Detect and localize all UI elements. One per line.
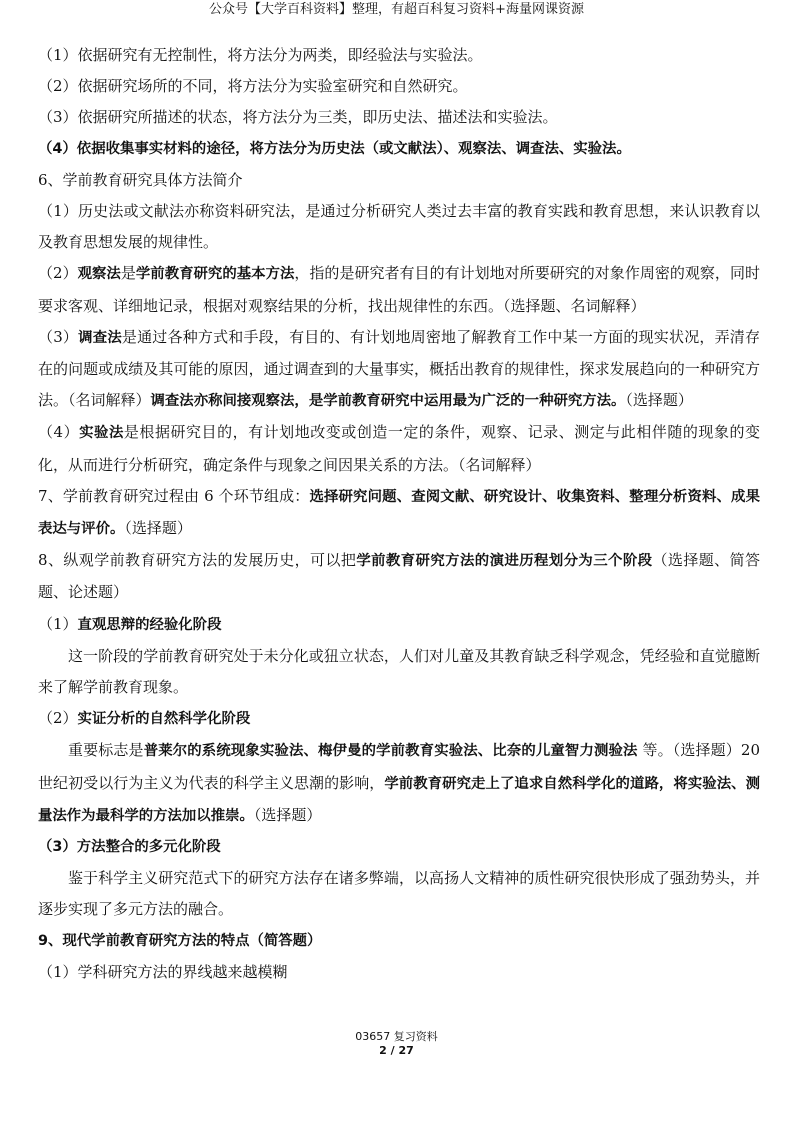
paragraph	[38, 417, 760, 480]
text: （选择题）	[124, 519, 192, 538]
text: （选择题）	[253, 805, 322, 824]
text: 7、学前教育研究过程由 6 个环节组成：	[38, 486, 310, 505]
term: 实验法	[79, 425, 124, 442]
list-item: （1）依据研究有无控制性，将方法分为两类，即经验法与实验法。	[38, 46, 483, 64]
page-header: 公众号【大学百科资料】整理，有超百科复习资料+海量网课资源	[209, 2, 584, 17]
key-point: 选择研究问题、查阅文献、研究设计、收集资料、整理分析资料、成果表达与评价。	[38, 488, 760, 538]
list-item: （1）学科研究方法的界线越来越模糊	[38, 962, 288, 981]
list-item: （2）依据研究场所的不同，将方法分为实验室研究和自然研究。	[38, 77, 468, 96]
paragraph: 鉴于科学主义研究范式下的研究方法存在诸多弊端，以高扬人文精神的质性研究很快形成了强劲势头，并逐步实现了多元方法的融合。	[38, 869, 760, 919]
paragraph: （1）历史法或文献法亦称资料研究法，是通过分析研究人类过去丰富的教育实践和教育思想，来认识教育以及教育思想发展的规律性。	[38, 202, 760, 252]
text: 8、纵观学前教育研究方法的发展历史，可以把	[38, 551, 357, 570]
page-footer	[0, 1030, 793, 1058]
list-item: （3）依据研究所描述的状态，将方法分为三类，即历史法、描述法和实验法。	[38, 108, 558, 127]
text: ，指的是研究者有目的有计划地对所要研究的对象作周密的观察，同时要求客观、详细地记录，根据对观察结果的分析，找出规律性的东西。（选择题、名词解释）	[38, 264, 760, 315]
paragraph	[38, 322, 760, 418]
footer-course: 03657 复习资料	[355, 1030, 438, 1043]
section-heading: 6、学前教育研究具体方法简介	[38, 170, 243, 189]
subheading	[38, 703, 760, 735]
paragraph	[38, 481, 760, 545]
document-body	[38, 40, 760, 988]
item-text: 依据收集事实材料的途径，将方法分为历史法（或文献法）、观察法、调查法、实验法。	[76, 140, 631, 157]
text: 是根据研究目的，有计划地改变或创造一定的条件，观察、记录、测定与此相伴随的现象的变化，从而进行分析研究，确定条件与现象之间因果关系的方法。（名词解释）	[38, 423, 760, 474]
text: 重要标志是	[68, 741, 144, 760]
item-number: （1）	[38, 614, 78, 633]
item-number: （2）	[38, 264, 78, 283]
key-point: 学前教育研究走上了追求自然科学化的道路，将实验法、测量法作为最科学的方法加以推崇。	[38, 775, 760, 824]
text: 是通过各种方式和手段，有目的、有计划地周密地了解教育工作中某一方面的现实状况，弄清存在的问题或成绩及其可能的原因，通过调查到的大量事实，概括出教育的规律性，探求发展趋向的一种研究方法。（名词解释）	[38, 327, 760, 410]
item-number: （3）	[38, 327, 79, 346]
subheading-text: 实证分析的自然科学化阶段	[77, 711, 251, 728]
text: （选择题）	[625, 391, 693, 410]
paragraph	[38, 258, 760, 321]
key-point: 学前教育研究方法的演进历程划分为三个阶段	[356, 553, 653, 570]
paragraph: 这一阶段的学前教育研究处于未分化或狃立状态，人们对儿童及其教育缺乏科学观念，凭经验和直觉臆断来了解学前教育现象。	[38, 646, 760, 697]
item-number: （4）	[38, 423, 80, 442]
list-item	[38, 134, 760, 165]
term: 调查法	[78, 329, 122, 346]
section-heading: 9、现代学前教育研究方法的特点（简答题）	[38, 932, 322, 949]
item-number: （2）	[38, 709, 78, 728]
subheading: （3）方法整合的多元化阶段	[38, 839, 221, 856]
text: 是	[120, 264, 136, 283]
text: 等。（选择题）20 世纪初受以行为主义为代表的科学主义思潮的影响，	[38, 741, 760, 792]
key-point: 普莱尔的系统现象实验法、梅伊曼的学前教育实验法、比奈的儿童智力测验法	[143, 743, 638, 760]
key-point: 调查法亦称间接观察法，是学前教育研究中运用最为广泛的一种研究方法。	[150, 393, 626, 410]
key-point: 学前教育研究的基本方法	[135, 266, 295, 283]
paragraph	[38, 545, 760, 608]
paragraph	[38, 735, 760, 832]
item-number: （4）	[38, 140, 77, 157]
text: （选择题、简答题、论述题）	[38, 551, 760, 602]
term: 观察法	[77, 266, 121, 283]
subheading	[38, 609, 760, 641]
page-number: 2 / 27	[379, 1044, 414, 1057]
subheading-text: 直观思辩的经验化阶段	[77, 616, 222, 633]
